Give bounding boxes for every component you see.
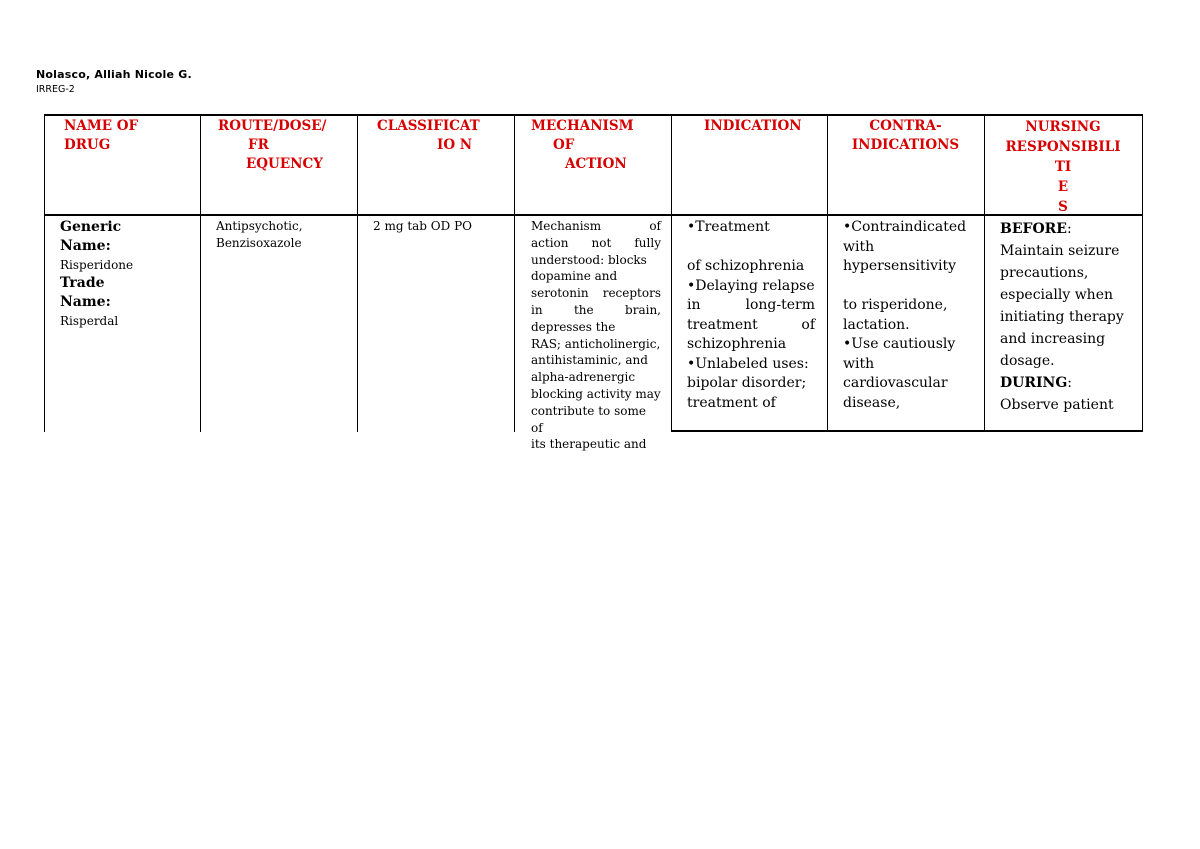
generic-name-label: Generic Name: xyxy=(60,219,122,254)
contra-line: disease, xyxy=(843,394,901,411)
header-indication xyxy=(704,117,802,136)
indication-line: treatment of xyxy=(687,316,815,333)
nursing-line: and increasing xyxy=(1000,331,1106,347)
indication-line: in long-term xyxy=(687,297,815,313)
header-line: ROUTE/DOSE/ xyxy=(218,118,327,134)
header-classification xyxy=(377,117,480,155)
mechanism-line: its therapeutic and xyxy=(531,437,647,452)
header-line: EQUENCY xyxy=(246,156,323,172)
nursing-line: Maintain seizure xyxy=(1000,243,1120,259)
indication-line: schizophrenia xyxy=(687,336,787,352)
indication-line: •Treatment xyxy=(687,219,770,235)
col-divider xyxy=(357,114,358,432)
contra-line: with xyxy=(843,238,875,255)
header-line: DRUG xyxy=(64,137,111,153)
col-divider xyxy=(514,114,515,432)
header-line: E xyxy=(1057,179,1069,195)
header-name-of-drug xyxy=(64,117,138,155)
indication-line: treatment of xyxy=(687,394,776,411)
nursing-line: dosage. xyxy=(1000,353,1055,369)
col-divider xyxy=(44,114,45,432)
col-divider xyxy=(1142,114,1143,432)
contra-line xyxy=(843,277,973,297)
cell-indication xyxy=(687,218,815,413)
indication-line: •Unlabeled uses: xyxy=(687,355,809,372)
indication-line: •Delaying relapse xyxy=(687,277,815,294)
header-bottom-rule xyxy=(44,214,1143,216)
mechanism-line: depresses the xyxy=(531,319,616,334)
contra-line: •Use cautiously xyxy=(843,336,956,352)
table-top-rule xyxy=(44,114,1143,116)
nursing-line: initiating therapy xyxy=(1000,309,1124,325)
indication-line: of schizophrenia xyxy=(687,258,805,274)
mechanism-line: serotonin receptors xyxy=(531,286,661,301)
generic-name-value: Risperidone xyxy=(60,258,134,272)
header-line: MECHANISM xyxy=(531,118,634,134)
header-mechanism-of-action xyxy=(531,117,634,174)
contra-line: to risperidone, xyxy=(843,297,948,313)
header-line: RESPONSIBILI xyxy=(1005,139,1121,155)
cell-contraindications xyxy=(843,218,973,413)
header-line: FR xyxy=(248,137,269,153)
header-line: CONTRA- xyxy=(869,118,942,134)
mechanism-line: in the brain, xyxy=(531,302,661,317)
col-divider xyxy=(200,114,201,432)
header-nursing-responsibilities xyxy=(984,117,1142,217)
contra-line: hypersensitivity xyxy=(843,258,957,274)
header-line: NAME OF xyxy=(64,118,139,134)
route-line: Antipsychotic, xyxy=(216,219,303,233)
cell-nursing-responsibilities xyxy=(1000,218,1136,416)
mechanism-line: alpha-adrenergic xyxy=(531,370,636,385)
contra-line: with xyxy=(843,355,875,372)
trade-name-label: Trade Name: xyxy=(60,275,111,310)
during-heading: DURING: xyxy=(1000,375,1073,391)
contra-line: lactation. xyxy=(843,316,910,333)
nursing-line: especially when xyxy=(1000,287,1113,303)
author-name: Nolasco, Alliah Nicole G. xyxy=(36,68,192,81)
section-code: IRREG-2 xyxy=(36,84,75,95)
mechanism-line: RAS; anticholinergic, xyxy=(531,336,661,351)
header-contraindications xyxy=(827,117,984,155)
mechanism-line: understood: blocks xyxy=(531,252,647,267)
mechanism-line: action not fully xyxy=(531,235,661,250)
route-line: Benzisoxazole xyxy=(216,235,302,250)
header-line: IO N xyxy=(437,137,473,153)
drug-study-table xyxy=(44,114,1143,452)
header-line: ACTION xyxy=(565,156,627,172)
indication-line xyxy=(687,238,815,258)
cell-route-dose-frequency xyxy=(216,218,346,251)
cell-name-of-drug xyxy=(60,218,190,330)
before-heading: BEFORE: xyxy=(1000,221,1072,237)
contra-line: •Contraindicated xyxy=(843,219,967,235)
nursing-line: precautions, xyxy=(1000,265,1089,281)
mechanism-line: dopamine and xyxy=(531,269,618,284)
mechanism-line: antihistaminic, and xyxy=(531,353,648,368)
header-line: S xyxy=(1058,199,1068,215)
mechanism-line: Mechanism of xyxy=(531,219,661,233)
before-label: BEFORE xyxy=(1000,221,1067,237)
during-label: DURING xyxy=(1000,375,1068,391)
col-divider xyxy=(671,114,672,432)
nursing-line: Observe patient xyxy=(1000,397,1114,413)
header-line: CLASSIFICAT xyxy=(377,118,480,134)
header-line: INDICATION xyxy=(704,118,802,134)
header-line: NURSING xyxy=(1025,119,1101,135)
header-line: INDICATIONS xyxy=(851,137,960,153)
table-bottom-rule xyxy=(671,430,1143,432)
indication-line: bipolar disorder; xyxy=(687,375,807,391)
cell-mechanism-of-action xyxy=(531,218,661,453)
header-line: TI xyxy=(1054,159,1072,175)
classification-value: 2 mg tab OD PO xyxy=(373,219,472,233)
header-line: OF xyxy=(553,137,575,153)
contra-line: cardiovascular xyxy=(843,375,948,391)
mechanism-line: blocking activity may xyxy=(531,386,661,401)
trade-name-value: Risperdal xyxy=(60,314,119,328)
header-route-dose-frequency xyxy=(218,117,326,174)
col-divider xyxy=(827,114,828,432)
cell-classification xyxy=(373,218,503,235)
mechanism-line: contribute to some of xyxy=(531,403,646,435)
